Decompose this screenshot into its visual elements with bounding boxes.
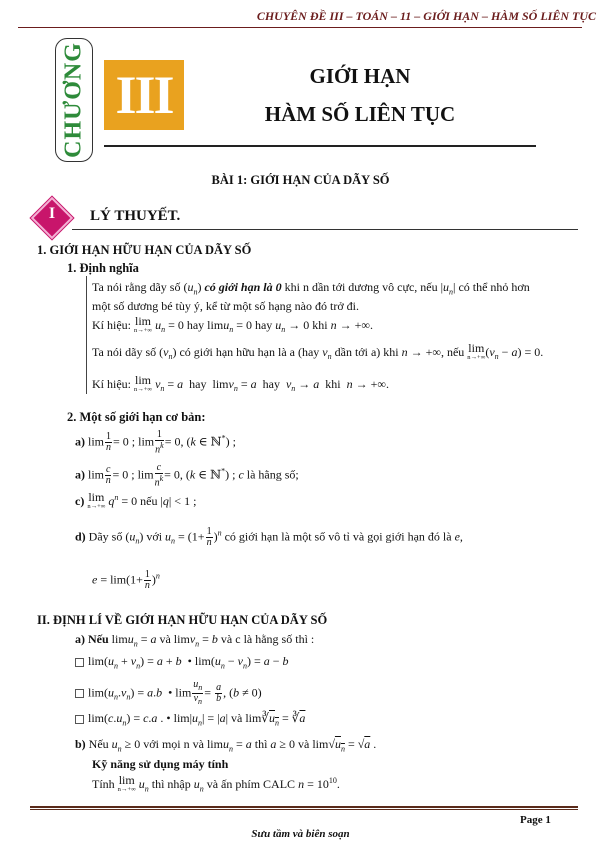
bullet-square-icon: [75, 715, 84, 724]
definition-2: Ta nói dãy số $(v_n)$ có giới hạn hữu hạn là a (hay $v_n$ dần tới a) khi n → +∞, nếu lim n→+∞ $(v_n - a) = 0$.: [92, 341, 544, 362]
calculator-skill-heading: Kỹ năng sử dụng máy tính: [92, 757, 229, 771]
bullet-square-icon: [75, 658, 84, 667]
lesson-title: BÀI 1: GIỚI HẠN CỦA DÃY SỐ: [211, 173, 390, 187]
definition-1-line1: Ta nói rằng dãy số $(u_n)$ có giới hạn là 0 khi n dần tới dương vô cực, nếu $|u_n|$ có thể nhỏ hơn: [92, 280, 530, 297]
theorem-a: a) Nếu limu$_n$ = a và limv$_n$ = b và c là hằng số thì :: [75, 632, 315, 649]
bullet-square-icon: [75, 689, 84, 698]
theorem-a-sum: $\lim(u_n + v_n) = a + b$ • $\lim(u_n - v_n) = a - b$: [75, 654, 289, 670]
part1-heading: 1. GIỚI HẠN HỮU HẠN CỦA DÃY SỐ: [37, 243, 252, 257]
definition-1-line2: một số dương bé tùy ý, kể từ một số hạng nào đó trở đi.: [92, 299, 360, 313]
chapter-title-line1: GIỚI HẠN: [309, 64, 411, 88]
theorem-b: b) Nếu $u_n \ge 0$ với mọi n và limu$_n$ = a thì a ≥ 0 và $\lim√u_n = √a$ .: [75, 737, 377, 754]
basic-limits-heading: 2. Một số giới hạn cơ bản:: [67, 410, 206, 424]
footer-credit: Sưu tầm và biên soạn: [251, 828, 350, 840]
chapter-title-line2: HÀM SỐ LIÊN TỤC: [264, 102, 456, 126]
part2-heading: II. ĐỊNH LÍ VỀ GIỚI HẠN HỮU HẠN CỦA DÃY SỐ: [37, 613, 328, 627]
chapter-rule: [104, 145, 536, 147]
footer-rule: [30, 806, 578, 808]
basic-limit-a2: a) lim $\frac{c}{n}$ = 0 ; lim $\frac{c}{n^k}$ = 0, (k ∈ ℕ*) ; c là hằng số;: [75, 462, 299, 489]
section-rule: [72, 229, 578, 230]
basic-limit-c: c) lim n→+∞ $q^n = 0$ nếu |q| < 1 ;: [75, 490, 197, 511]
header-rule: [18, 27, 582, 28]
calculator-skill-text: Tính lim n→+∞ $u_n$ thì nhập $u_n$ và ấn phím CALC $n = 10^{10}$.: [92, 773, 340, 794]
running-header: CHUYÊN ĐỀ III – TOÁN – 11 – GIỚI HẠN – HÀM SỐ LIÊN TỤC: [256, 9, 596, 23]
footer-rule-thin: [30, 809, 578, 810]
page-number: Page 1: [520, 814, 551, 826]
section-number: I: [48, 205, 56, 222]
theorem-a-product: $\lim(u_n.v_n) = a.b$ • lim $\frac{u_n}{v_n}$ = $\frac{a}{b}$ , (b ≠ 0): [75, 680, 262, 707]
basic-limit-d: d) Dãy số $(u_n)$ với $u_n = (1+$ $\frac{1}{n}$ )$^n$ có giới hạn là một số vô tỉ và gọi giới hạn đó là e,: [75, 526, 463, 548]
definition-bar: [86, 276, 87, 394]
section-title: LÝ THUYẾT.: [90, 208, 181, 224]
chapter-number: III: [104, 60, 184, 130]
definition-1-notation: Kí hiệu: lim n→+∞ $u_n = 0$ hay limu$_n$ = 0 hay $u_n \to 0$ khi n → +∞.: [92, 314, 373, 335]
definition-2-notation: Kí hiệu: lim n→+∞ $v_n = a$ hay limv$_n$ = a hay $v_n \to a$ khi n → +∞.: [92, 373, 389, 394]
basic-limit-a1: a) lim $\frac{1}{n}$ = 0 ; lim $\frac{1}{n^k}$ = 0, (k ∈ ℕ*) ;: [75, 429, 236, 456]
definition-heading: 1. Định nghĩa: [67, 261, 139, 275]
chapter-label: CHƯƠNG: [60, 42, 87, 158]
euler-formula: e = lim(1+ $\frac{1}{n}$ )$^n$: [92, 569, 160, 591]
theorem-a-scalar: $\lim(c.u_n) = c.a$ . • $\lim|u_n| = |a|$ và $\lim∛u_n$ = $∛\overline{a}$: [75, 711, 305, 727]
